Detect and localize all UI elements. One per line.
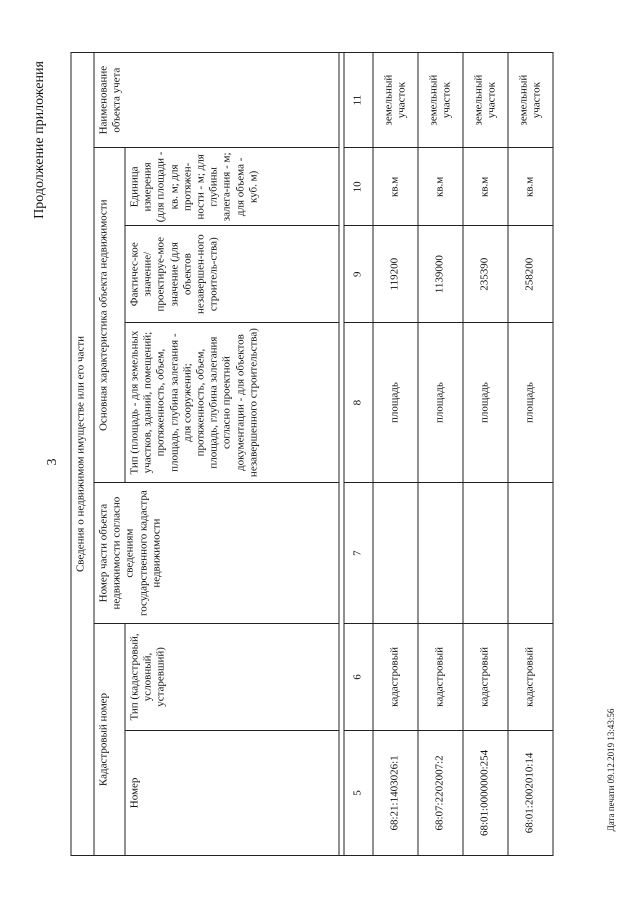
- section-title: Сведения о недвижимом имуществе или его части: [71, 53, 94, 856]
- print-date: Дата печати 09.12.2019 13:43:56: [606, 708, 616, 832]
- continuation-title: Продолжение приложения: [32, 61, 47, 219]
- table-row: [418, 53, 463, 856]
- object-name: земельный участок: [418, 53, 463, 148]
- characteristic-value: 235390: [463, 226, 508, 322]
- header-main-characteristic: Основная характеристика объекта недвижимости: [94, 148, 125, 483]
- object-name: земельный участок: [463, 53, 508, 148]
- characteristic-unit: кв.м: [463, 148, 508, 226]
- cadastral-type: кадастровый: [373, 624, 418, 731]
- part-number: [373, 483, 418, 624]
- cadastral-number: 68:01:0000000:254: [463, 730, 508, 855]
- characteristic-unit: кв.м: [418, 148, 463, 226]
- characteristic-unit: кв.м: [508, 148, 553, 226]
- column-number-row: [344, 53, 373, 856]
- characteristic-type: площадь: [418, 322, 463, 482]
- column-number: 11: [344, 53, 373, 148]
- header-object-name: Наименование объекта учета: [94, 53, 339, 148]
- property-table: [71, 52, 554, 856]
- characteristic-value: 119200: [373, 226, 418, 322]
- cadastral-type: кадастровый: [418, 624, 463, 731]
- page-number: 3: [45, 458, 60, 466]
- table-row: [373, 53, 418, 856]
- column-number: 10: [344, 148, 373, 226]
- cadastral-number: 68:01:2002010:14: [508, 730, 553, 855]
- cadastral-type: кадастровый: [508, 624, 553, 731]
- characteristic-type: площадь: [373, 322, 418, 482]
- header-type: Тип (кадастровый, условный, устаревший): [125, 624, 339, 731]
- header-char-value: Фактичес-кое значение/ проектируе-мое значение (для объектов незавершен-ного строитель-ства): [125, 226, 339, 322]
- cadastral-type: кадастровый: [463, 624, 508, 731]
- header-number: Номер: [125, 730, 339, 855]
- characteristic-value: 258200: [508, 226, 553, 322]
- table-row: [508, 53, 553, 856]
- characteristic-type: площадь: [463, 322, 508, 482]
- column-number: 8: [344, 322, 373, 482]
- column-number: 5: [344, 730, 373, 855]
- characteristic-unit: кв.м: [373, 148, 418, 226]
- column-number: 6: [344, 624, 373, 731]
- part-number: [418, 483, 463, 624]
- column-number: 7: [344, 483, 373, 624]
- characteristic-value: 1139000: [418, 226, 463, 322]
- property-table-wrapper: [71, 52, 554, 856]
- cadastral-number: 68:07:2202007:2: [418, 730, 463, 855]
- characteristic-type: площадь: [508, 322, 553, 482]
- cadastral-number: 68:21:1403026:1: [373, 730, 418, 855]
- part-number: [508, 483, 553, 624]
- header-char-unit: Единица измерения (для площади - кв. м; для протяжен-ности - м; для глубины залега-ния - м; для объема - куб. м): [125, 148, 339, 226]
- table-row: [463, 53, 508, 856]
- header-cadastral-number: Кадастровый номер: [94, 624, 125, 856]
- header-char-type: Тип (площадь - для земельных участков, зданий, помещений; протяженность, объем, площадь, глубина залегания - для сооружений; протяженность, объем, площадь, глубина залегания согласно проектной документации - для объектов незавершенного строительства): [125, 322, 339, 482]
- header-part-number: Номер части объекта недвижимости согласно сведениям государственного кадастра недвижимости: [94, 483, 339, 624]
- column-number: 9: [344, 226, 373, 322]
- object-name: земельный участок: [508, 53, 553, 148]
- part-number: [463, 483, 508, 624]
- object-name: земельный участок: [373, 53, 418, 148]
